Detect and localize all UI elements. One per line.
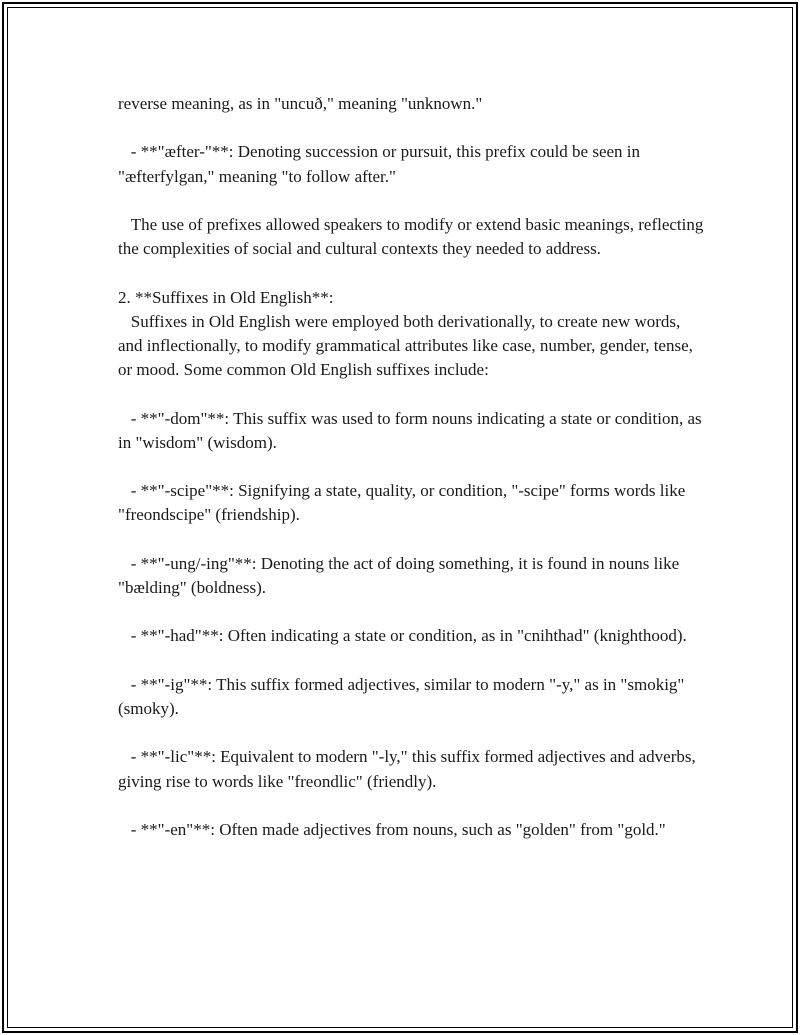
list-item: - **"-en"**: Often made adjectives from nouns, such as "golden" from "gold."	[118, 819, 666, 839]
list-item: - **"-lic"**: Equivalent to modern "-ly," this suffix formed adjectives and adverbs, giving rise to words like "freondlic" (friendly).	[118, 747, 701, 791]
paragraph: reverse meaning, as in "uncuð," meaning "unknown."	[118, 94, 483, 113]
section-heading: 2. **Suffixes in Old English**:	[118, 287, 334, 307]
list-item: - **"-had"**: Often indicating a state or condition, as in "cnihthad" (knighthood).	[118, 626, 687, 646]
list-item: - **"-dom"**: This suffix was used to form nouns indicating a state or condition, as in "wisdom" (wisdom).	[118, 408, 706, 452]
document-body	[118, 92, 708, 866]
list-item: - **"-ung/-ing"**: Denoting the act of doing something, it is found in nouns like "bælding" (boldness).	[118, 553, 684, 597]
list-item: - **"-scipe"**: Signifying a state, quality, or condition, "-scipe" forms words like "freondscipe" (friendship).	[118, 481, 690, 525]
paragraph: The use of prefixes allowed speakers to modify or extend basic meanings, reflecting the complexities of social and cultural contexts they needed to address.	[118, 214, 708, 259]
list-item: - **"-ig"**: This suffix formed adjectives, similar to modern "-y," as in "smokig" (smoky).	[118, 674, 689, 718]
list-item: - **"æfter-"**: Denoting succession or pursuit, this prefix could be seen in "æfterfylgan," meaning "to follow after."	[118, 142, 645, 186]
paragraph: Suffixes in Old English were employed both derivationally, to create new words, and inflectionally, to modify grammatical attributes like case, number, gender, tense, or mood. Some common Old English suffixes include:	[118, 311, 698, 380]
